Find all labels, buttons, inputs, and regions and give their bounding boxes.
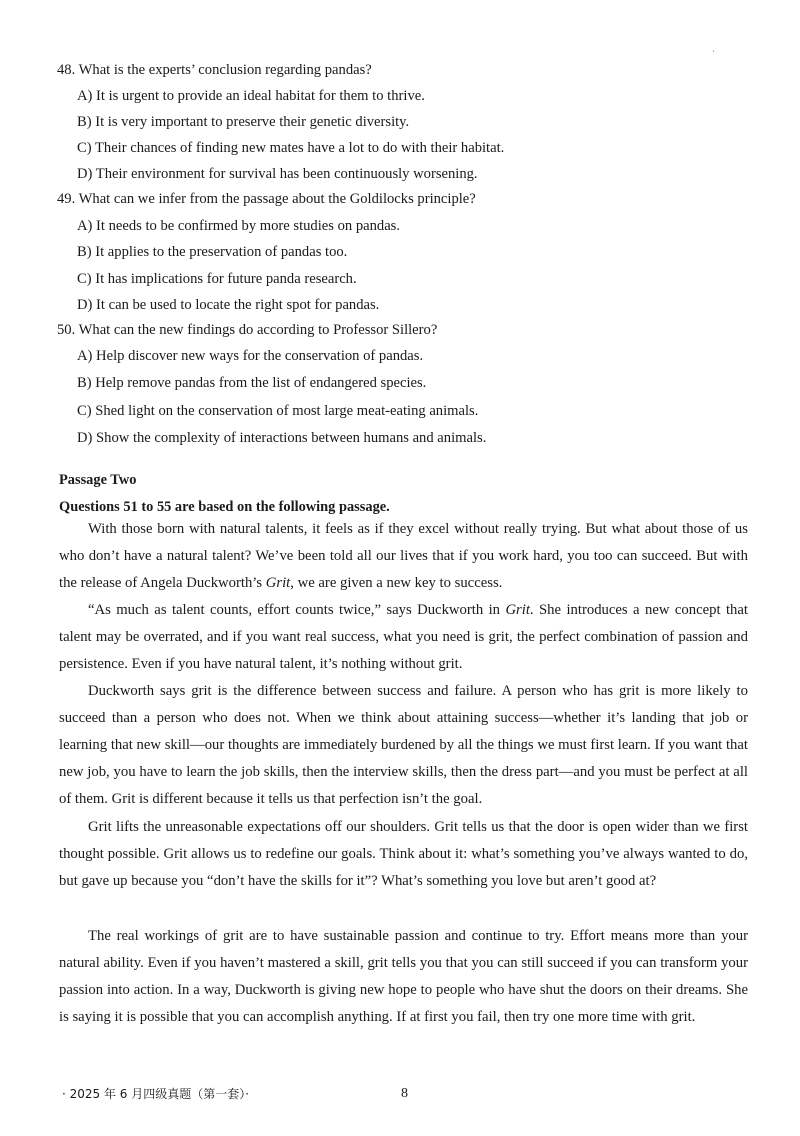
question-50-option-b: B) Help remove pandas from the list of endangered species. bbox=[77, 375, 427, 391]
question-48-option-b: B) It is very important to preserve their genetic diversity. bbox=[77, 114, 410, 130]
question-49-option-a: A) It needs to be confirmed by more studies on pandas. bbox=[77, 218, 401, 234]
scan-speck bbox=[713, 50, 714, 52]
passage-paragraph-3: Duckworth says grit is the difference between success and failure. A person who has grit is more likely to succeed than a person who does not. When we think about attaining success—whether it’s landing that job or learning that new skill—our thoughts are immediately burdened by all the things we must first learn. If you want that new job, you have to learn the job skills, then the interview skills, then the dress part—and you must be perfect at all of them. Grit is different because it tells us that perfection isn’t the goal. bbox=[59, 683, 748, 807]
passage-title: Passage Two bbox=[59, 472, 137, 488]
footer-exam-label: · 2025 年 6 月四级真题（第一套）· bbox=[62, 1087, 250, 1101]
question-49-option-d: D) It can be used to locate the right spot for pandas. bbox=[77, 297, 380, 313]
passage-paragraph-4: Grit lifts the unreasonable expectations off our shoulders. Grit tells us that the door is open wider than we first thought possible. Grit allows us to redefine our goals. Think about it: what’s something you’ve always wanted to do, but gave up because you “don’t have the skills for it”? What’s something you love but aren’t good at? bbox=[59, 819, 748, 889]
question-50-stem: 50. What can the new findings do according to Professor Sillero? bbox=[57, 322, 438, 338]
question-49-option-c: C) It has implications for future panda research. bbox=[77, 271, 357, 287]
question-50-option-a: A) Help discover new ways for the conservation of pandas. bbox=[77, 348, 424, 364]
question-48-option-d: D) Their environment for survival has been continuously worsening. bbox=[77, 166, 478, 182]
question-49-stem: 49. What can we infer from the passage about the Goldilocks principle? bbox=[57, 191, 476, 207]
book-title: Grit bbox=[265, 574, 291, 591]
question-50-option-c: C) Shed light on the conservation of most large meat-eating animals. bbox=[77, 403, 479, 419]
question-50-option-d: D) Show the complexity of interactions between humans and animals. bbox=[77, 430, 487, 446]
question-48-option-a: A) It is urgent to provide an ideal habitat for them to thrive. bbox=[77, 88, 425, 104]
question-49-option-b: B) It applies to the preservation of pandas too. bbox=[77, 244, 348, 260]
question-48-stem: 48. What is the experts’ conclusion regarding pandas? bbox=[57, 62, 372, 78]
passage-paragraph-2: “As much as talent counts, effort counts twice,” says Duckworth in Grit. She introduces a new concept that talent may be overrated, and if you want real success, what you need is grit, the perfect combination of passion and persistence. Even if you have natural talent, it’s nothing without grit. bbox=[59, 602, 748, 672]
question-48-option-c: C) Their chances of finding new mates have a lot to do with their habitat. bbox=[77, 140, 505, 156]
passage-paragraph-1: With those born with natural talents, it feels as if they excel without really trying. But what about those of us who don’t have a natural talent? We’ve been told all our lives that if you work hard, you too can succeed. But with the release of Angela Duckworth’s Grit, we are given a new key to success. bbox=[59, 521, 748, 591]
passage-paragraph-5: The real workings of grit are to have sustainable passion and continue to try. Effort means more than your natural ability. Even if you haven’t mastered a skill, grit tells you that you can still succeed if you can transform your passion into action. In a way, Duckworth is giving new hope to people who have shut the doors on their dreams. She is saying it is possible that you can accomplish anything. If at first you fail, then try one more time with grit. bbox=[59, 928, 748, 1025]
passage-instruction: Questions 51 to 55 are based on the following passage. bbox=[59, 499, 390, 515]
book-title: Grit bbox=[505, 602, 530, 618]
page-number: 8 bbox=[401, 1086, 408, 1101]
